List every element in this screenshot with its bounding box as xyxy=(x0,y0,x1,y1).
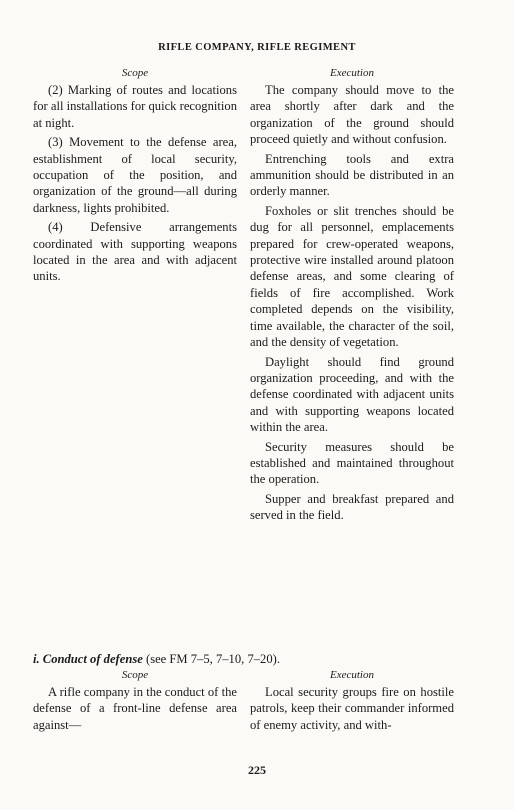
execution-paragraph: Foxholes or slit trenches should be dug for all personnel, emplacements prepared for crew-operated weapons, protective wire installed around platoon defense areas, and some clearing of fields of fire accomplished. Work completed depends on the visibility, time available, the character of the soil, and the density of vegetation. xyxy=(250,203,454,350)
scope-paragraph: (3) Movement to the defense area, establishment of local security, occupation of the position, and organization of the ground—all during darkness, lights prohibited. xyxy=(33,135,237,215)
execution-paragraph: The company should move to the area shortly after dark and the organization of the ground should proceed quietly and without confusion. xyxy=(250,83,454,147)
running-header: RIFLE COMPANY, RIFLE REGIMENT xyxy=(158,42,356,53)
execution-paragraph: Daylight should find ground organization proceeding, and with the defense coordinated with adjacent units and with supporting weapons located within the area. xyxy=(250,354,454,435)
section-execution-heading: Execution xyxy=(330,669,374,681)
section-title-label: i. Conduct of defense xyxy=(33,652,143,666)
execution-column xyxy=(250,66,454,527)
execution-paragraph: Entrenching tools and extra ammunition should be distributed in an orderly manner. xyxy=(250,151,454,199)
section-scope-column xyxy=(33,668,237,736)
section-execution-column xyxy=(250,668,454,736)
execution-paragraph: Security measures should be established and maintained throughout the operation. xyxy=(250,439,454,487)
section-scope-heading: Scope xyxy=(121,669,149,681)
scope-paragraph: (2) Marking of routes and locations for all installations for quick recognition at night. xyxy=(33,83,237,130)
section-heading xyxy=(33,651,473,667)
scope-heading: Scope xyxy=(121,67,149,79)
section-title-reference: (see FM 7–5, 7–10, 7–20). xyxy=(146,652,280,666)
section-execution-paragraph: Local security groups fire on hostile patrols, keep their commander informed of enemy activity, and with- xyxy=(250,685,454,732)
page-number: 225 xyxy=(248,763,266,777)
execution-heading: Execution xyxy=(330,67,374,79)
section-scope-paragraph: A rifle company in the conduct of the defense of a front-line defense area against— xyxy=(33,685,237,732)
scope-column xyxy=(33,66,237,288)
scope-paragraph: (4) Defensive arrangements coordinated with supporting weapons located in the area and with adjacent units. xyxy=(33,220,237,284)
execution-paragraph: Supper and breakfast prepared and served in the field. xyxy=(250,491,454,523)
